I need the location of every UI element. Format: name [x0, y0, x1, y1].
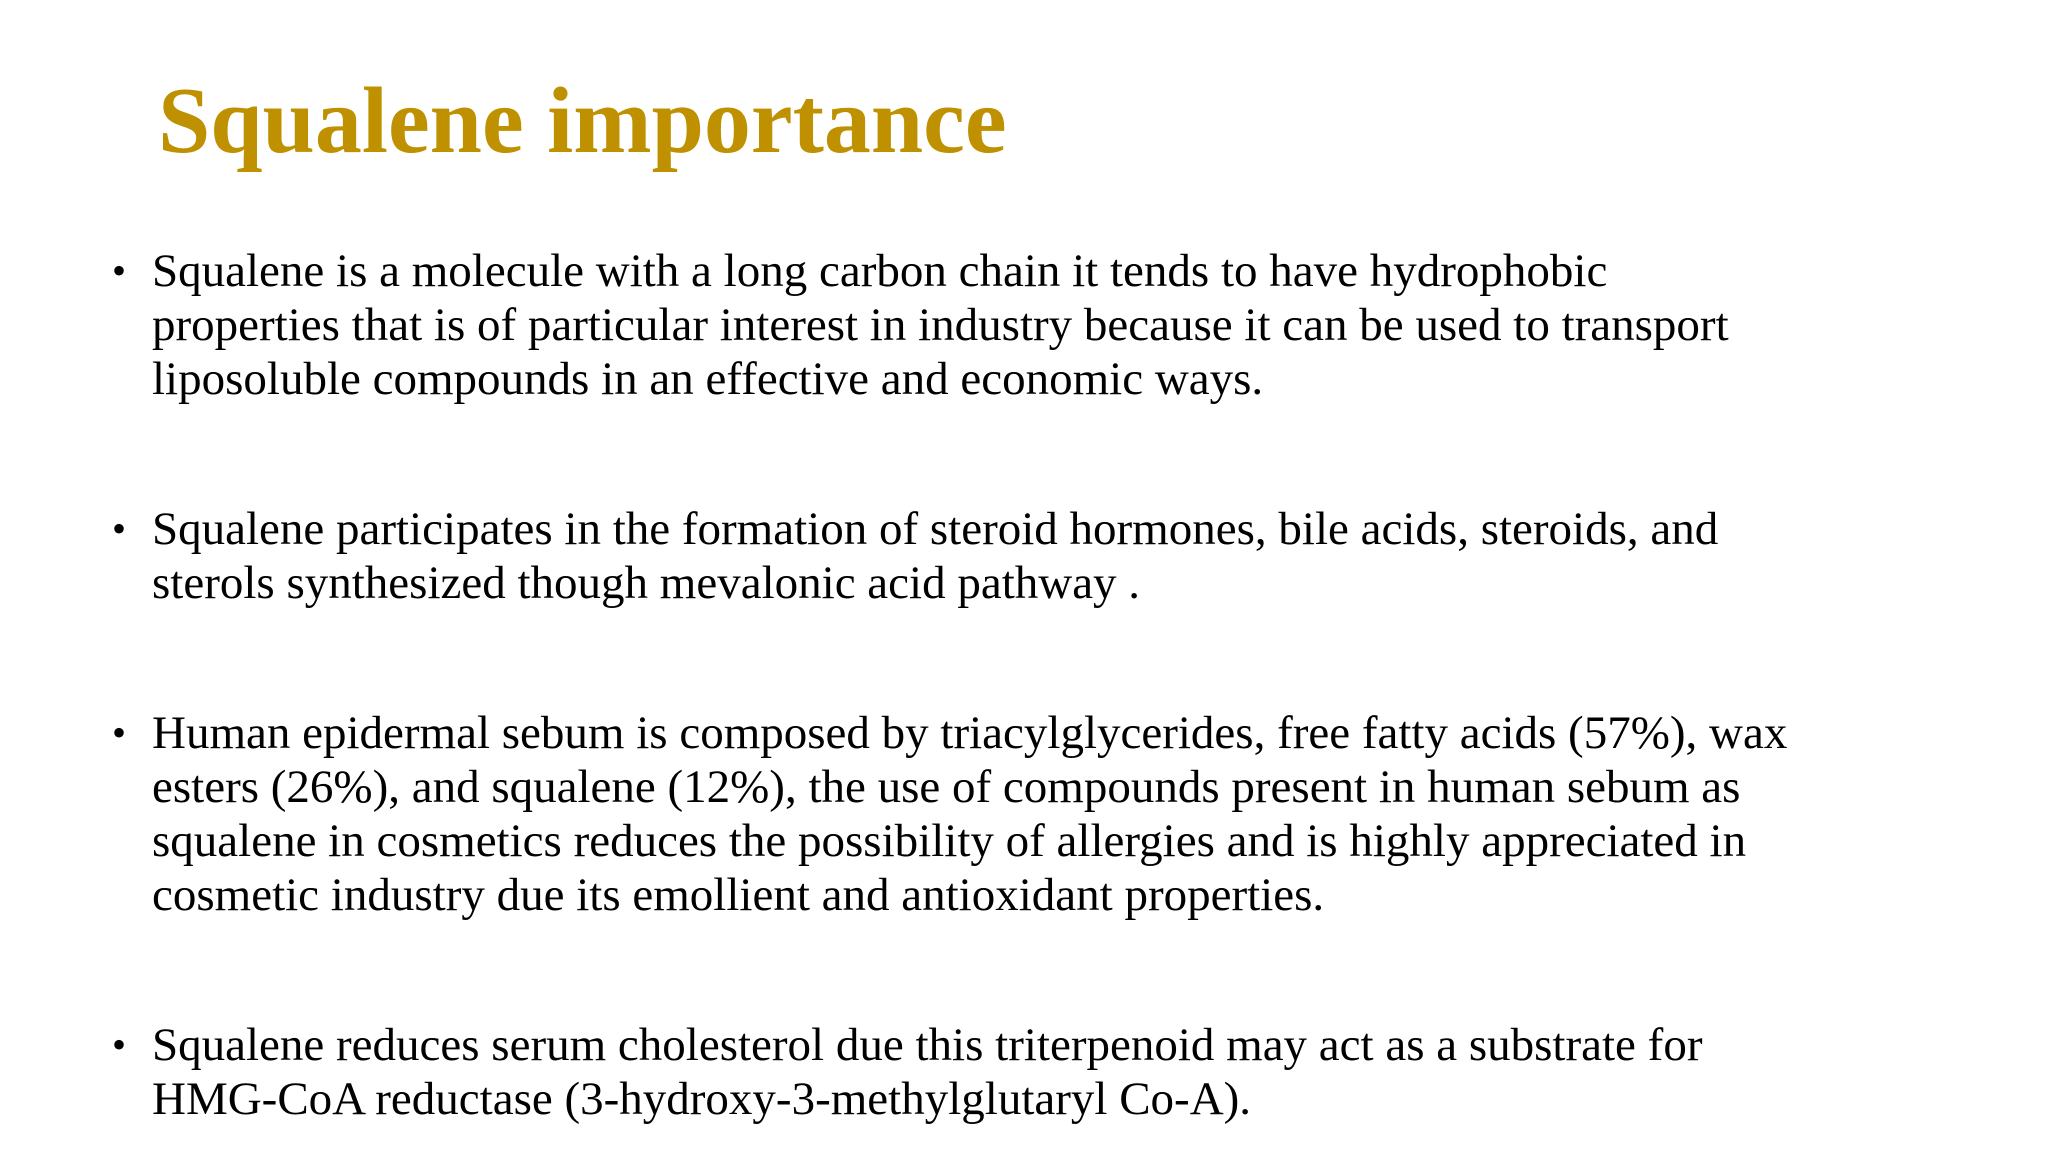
bullet-dot-icon: • [112, 710, 127, 755]
bullet-line: liposoluble compounds in an effective and economic ways. [152, 353, 1264, 405]
bullet-text [152, 502, 1942, 610]
slide-title: Squalene importance [158, 69, 1007, 173]
bullet-line: cosmetic industry due its emollient and antioxidant properties. [152, 869, 1325, 921]
bullet-line: esters (26%), and squalene (12%), the use of compounds present in human sebum as [152, 761, 1741, 813]
bullet-text [152, 706, 1942, 922]
bullet-line: HMG-CoA reductase (3-hydroxy-3-methylglutaryl Co-A). [152, 1073, 1252, 1125]
bullet-line: sterols synthesized though mevalonic acid pathway . [152, 557, 1141, 609]
bullet-text [152, 1018, 1942, 1126]
bullet-dot-icon: • [112, 1022, 127, 1067]
bullet-line: Human epidermal sebum is composed by triacylglycerides, free fatty acids (57%), wax [152, 707, 1788, 759]
bullet-text [152, 244, 1942, 406]
bullet-line: squalene in cosmetics reduces the possibility of allergies and is highly appreciated in [152, 815, 1747, 867]
bullet-line: Squalene is a molecule with a long carbon chain it tends to have hydrophobic [152, 245, 1608, 297]
bullet-line: properties that is of particular interest in industry because it can be used to transport [152, 299, 1729, 351]
bullet-line: Squalene reduces serum cholesterol due this triterpenoid may act as a substrate for [152, 1019, 1703, 1071]
bullet-dot-icon: • [112, 506, 127, 551]
bullet-dot-icon: • [112, 248, 127, 293]
bullet-line: Squalene participates in the formation of steroid hormones, bile acids, steroids, and [152, 503, 1719, 555]
